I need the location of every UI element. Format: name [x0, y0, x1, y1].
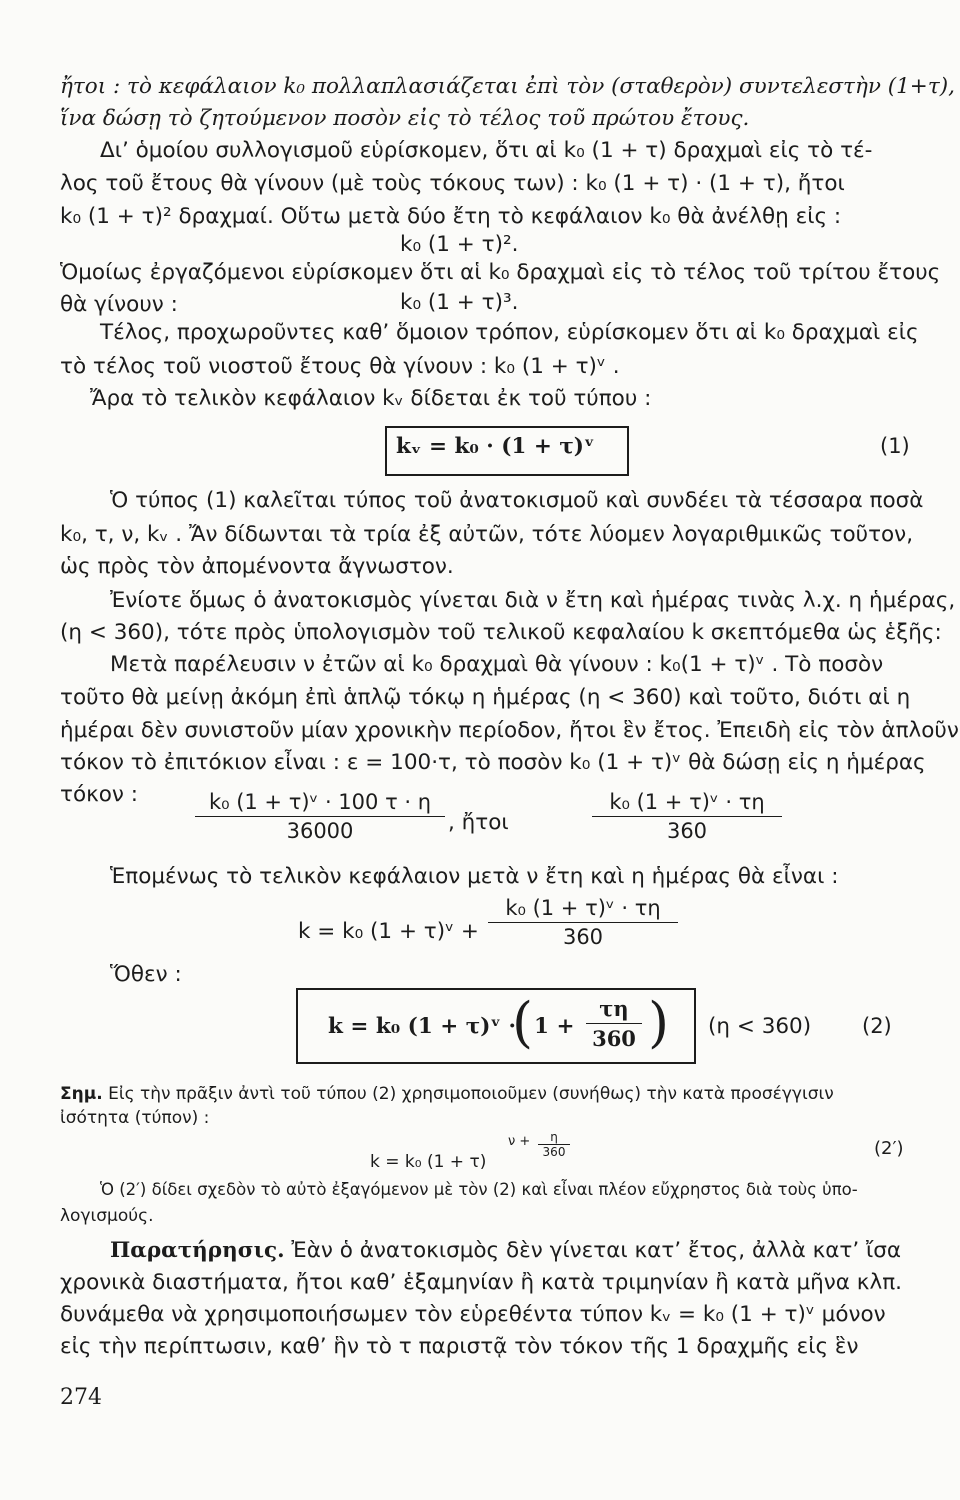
note-line: [60, 1082, 910, 1106]
note-label: Σημ.: [60, 1084, 103, 1104]
fraction-denominator: 360: [592, 1026, 636, 1051]
fraction-denominator: 360: [666, 819, 708, 843]
text-line: Δι’ ὁμοίου συλλογισμοῦ εὑρίσκομεν, ὅτι αἱ k₀ (1 + τ) δραχμαὶ εἰς τὸ τέ-: [100, 138, 873, 163]
remark-line: [110, 1236, 910, 1266]
left-paren-icon: (: [512, 991, 534, 1054]
fraction-k: [488, 896, 678, 949]
formula-2prime-exp: ν +: [508, 1134, 531, 1149]
fraction-interest-1: [195, 790, 445, 843]
text-line: τόκον :: [60, 782, 139, 807]
text-line: (η < 360), τότε πρὸς ὑπολογισμὸν τοῦ τελικοῦ κεφαλαίου k σκεπτόμεθα ὡς ἑξῆς:: [60, 620, 942, 645]
text-line: ἤτοι : τὸ κεφάλαιον k₀ πολλαπλασιάζεται ἐπὶ τὸν (σταθερὸν) συντελεστὴν (1+τ),: [60, 74, 955, 99]
text-line: , ἤτοι: [448, 810, 509, 835]
fraction-denominator: 36000: [286, 819, 354, 843]
text-line: θὰ γίνουν :: [60, 292, 178, 317]
text-line: χρονικὰ διαστήματα, ἤτοι καθ’ ἑξαμηνίαν ἢ κατὰ τριμηνίαν ἢ κατὰ μῆνα κλπ.: [60, 1270, 902, 1295]
text-line: ὡς πρὸς τὸν ἀπομένοντα ἄγνωστον.: [60, 554, 454, 579]
formula-2prime-base: k = k₀ (1 + τ): [370, 1152, 487, 1172]
exponent-fraction: [538, 1130, 570, 1159]
text-line: Μετὰ παρέλευσιν ν ἐτῶν αἱ k₀ δραχμαὶ θὰ γίνουν : k₀(1 + τ)ᵛ . Τὸ ποσὸν: [110, 652, 884, 677]
formula-2-inner: 1 +: [534, 1014, 575, 1039]
equation-tag-2: (2): [862, 1014, 892, 1038]
text-line: ἡμέραι δὲν συνιστοῦν μίαν χρονικὴν περίοδον, ἤτοι ἓν ἔτος. Ἐπειδὴ εἰς τὸν ἁπλοῦν: [60, 718, 959, 743]
equation-tag-1: (1): [880, 434, 910, 458]
remark-text: Ἐὰν ὁ ἀνατοκισμὸς δὲν γίνεται κατ’ ἔτος, ἀλλὰ κατ’ ἴσα: [291, 1238, 902, 1263]
fraction-numerator: k₀ (1 + τ)ᵛ · 100 τ · η: [195, 790, 445, 817]
text-line: Ἑπομένως τὸ τελικὸν κεφάλαιον μετὰ ν ἔτη καὶ η ἡμέρας θὰ εἶναι :: [110, 864, 839, 889]
note-line: Ὁ (2′) δίδει σχεδὸν τὸ αὐτὸ ἐξαγόμενον μὲ τὸν (2) καὶ εἶναι πλέον εὔχρηστος διὰ τοὺς ὑπο-: [100, 1180, 858, 1199]
text-line: δυνάμεθα νὰ χρησιμοποιήσωμεν τὸν εὑρεθέντα τύπον kᵥ = k₀ (1 + τ)ᵛ μόνον: [60, 1302, 886, 1327]
formula-k-lhs: k = k₀ (1 + τ)ᵛ +: [298, 919, 479, 944]
page-number: 274: [60, 1385, 102, 1410]
note-text: Εἰς τὴν πρᾶξιν ἀντὶ τοῦ τύπου (2) χρησιμοποιοῦμεν (συνήθως) τὴν κατὰ προσέγγισιν: [108, 1084, 834, 1104]
formula: k₀ (1 + τ)².: [400, 232, 519, 257]
formula-1: kᵥ = k₀ · (1 + τ)ᵛ: [396, 434, 595, 459]
formula: k₀ (1 + τ)³.: [400, 290, 519, 315]
text-line: ἵνα δώσῃ τὸ ζητούμενον ποσὸν εἰς τὸ τέλος τοῦ πρώτου ἔτους.: [60, 106, 750, 131]
text-line: εἰς τὴν περίπτωσιν, καθ’ ἣν τὸ τ παριστᾷ τὸν τόκον τῆς 1 δραχμῆς εἰς ἓν: [60, 1334, 859, 1359]
text-line: Ὁ τύπος (1) καλεῖται τύπος τοῦ ἀνατοκισμοῦ καὶ συνδέει τὰ τέσσαρα ποσὰ: [110, 488, 924, 513]
remark-label: Παρατήρησις.: [110, 1238, 285, 1263]
equation-tag-2prime: (2′): [874, 1138, 904, 1159]
text-line: τοῦτο θὰ μείνῃ ἀκόμη ἐπὶ ἁπλῷ τόκῳ η ἡμέρας (η < 360) καὶ τοῦτο, διότι αἱ η: [60, 685, 911, 710]
text-line: k₀ (1 + τ)² δραχμαί. Οὕτω μετὰ δύο ἔτη τὸ κεφάλαιον k₀ θὰ ἀνέλθῃ εἰς :: [60, 204, 842, 229]
fraction-numerator: η: [538, 1130, 570, 1145]
right-paren-icon: ): [648, 991, 670, 1054]
text-line: k₀, τ, ν, kᵥ . Ἄν δίδωνται τὰ τρία ἐξ αὐτῶν, τότε λύομεν λογαριθμικῶς τοῦτον,: [60, 522, 914, 547]
text-line: τόκον τὸ ἐπιτόκιον εἶναι : ε = 100·τ, τὸ ποσὸν k₀ (1 + τ)ᵛ θὰ δώσῃ εἰς η ἡμέρας: [60, 750, 926, 775]
fraction-denominator: 360: [542, 1145, 566, 1159]
fraction-numerator: k₀ (1 + τ)ᵛ · τη: [488, 896, 678, 923]
formula-2-condition: (η < 360): [708, 1014, 812, 1039]
text-line: Ὁμοίως ἐργαζόμενοι εὑρίσκομεν ὅτι αἱ k₀ δραχμαὶ εἰς τὸ τέλος τοῦ τρίτου ἔτους: [60, 260, 941, 285]
note-line: λογισμούς.: [60, 1206, 154, 1226]
text-line: Ἐνίοτε ὅμως ὁ ἀνατοκισμὸς γίνεται διὰ ν ἔτη καὶ ἡμέρας τινὰς λ.χ. η ἡμέρας,: [110, 588, 956, 613]
fraction-denominator: 360: [562, 925, 604, 949]
text-line: Ὅθεν :: [110, 962, 182, 987]
note-line: ἰσότητα (τύπον) :: [60, 1108, 210, 1128]
formula-2-lhs: k = k₀ (1 + τ)ᵛ ·: [328, 1014, 516, 1039]
fraction-numerator: τη: [586, 996, 642, 1024]
fraction-2: [586, 996, 642, 1051]
text-line: λος τοῦ ἔτους θὰ γίνουν (μὲ τοὺς τόκους των) : k₀ (1 + τ) · (1 + τ), ἤτοι: [60, 171, 845, 196]
text-line: τὸ τέλος τοῦ νιοστοῦ ἔτους θὰ γίνουν : k₀ (1 + τ)ᵛ .: [60, 354, 620, 379]
text-line: Τέλος, προχωροῦντες καθ’ ὅμοιον τρόπον, εὑρίσκομεν ὅτι αἱ k₀ δραχμαὶ εἰς: [100, 320, 919, 345]
text-line: Ἄρα τὸ τελικὸν κεφάλαιον kᵥ δίδεται ἐκ τοῦ τύπου :: [90, 386, 652, 411]
fraction-interest-2: [592, 790, 782, 843]
fraction-numerator: k₀ (1 + τ)ᵛ · τη: [592, 790, 782, 817]
